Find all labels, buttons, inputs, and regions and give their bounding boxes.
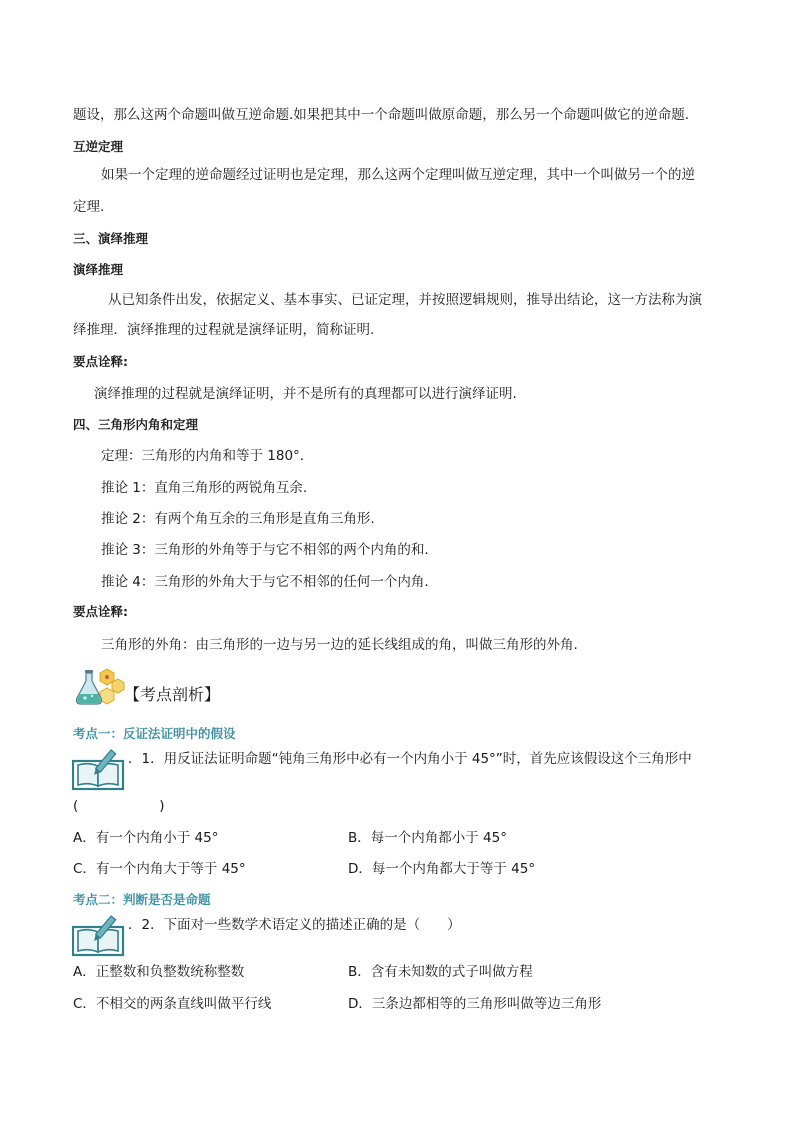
note-label: 要点诠释: <box>73 604 128 619</box>
note-text: 三角形的外角：由三角形的一边与另一边的延长线组成的角，叫做三角形的外角. <box>101 637 578 653</box>
option-b: B．每一个内角都小于 45° <box>348 830 507 846</box>
paragraph-line: 题设，那么这两个命题叫做互逆命题.如果把其中一个命题叫做原命题，那么另一个命题叫做它的逆命题. <box>73 107 690 123</box>
option-b: B．含有未知数的式子叫做方程 <box>348 964 533 980</box>
paragraph-line: 绎推理．演绎推理的过程就是演绎证明，简称证明. <box>73 322 375 338</box>
option-d: D．三条边都相等的三角形叫做等边三角形 <box>348 996 602 1012</box>
paragraph-line: 从已知条件出发，依据定义、基本事实、已证定理，并按照逻辑规则，推导出结论，这一方法称为演 <box>108 292 702 308</box>
subheading: 演绎推理 <box>73 262 124 277</box>
paragraph-line: 如果一个定理的逆命题经过证明也是定理，那么这两个定理叫做互逆定理，其中一个叫做另一个的逆 <box>101 167 695 183</box>
theorem-item: 推论 4：三角形的外角大于与它不相邻的任何一个内角. <box>101 574 429 590</box>
book-pencil-icon <box>72 749 130 791</box>
analysis-title: 【考点剖析】 <box>124 685 221 704</box>
question-2-text: ．2．下面对一些数学术语定义的描述正确的是（ ） <box>128 917 461 933</box>
note-label: 要点诠释: <box>73 354 128 369</box>
paragraph-line: 定理. <box>73 199 105 215</box>
book-pencil-icon <box>72 915 130 957</box>
option-c: C．有一个内角大于等于 45° <box>73 861 246 877</box>
section-title: 四、三角形内角和定理 <box>73 417 199 432</box>
option-a: A．有一个内角小于 45° <box>73 830 219 846</box>
theorem-item: 推论 1：直角三角形的两锐角互余. <box>101 480 308 496</box>
theorem-item: 推论 2：有两个角互余的三角形是直角三角形. <box>101 511 375 527</box>
theorem-item: 定理：三角形的内角和等于 180°． <box>101 448 314 464</box>
note-text: 演绎推理的过程就是演绎证明，并不是所有的真理都可以进行演绎证明. <box>94 386 517 402</box>
option-a: A．正整数和负整数统称整数 <box>73 964 245 980</box>
section-title: 三、演绎推理 <box>73 231 149 246</box>
theorem-item: 推论 3：三角形的外角等于与它不相邻的两个内角的和. <box>101 542 429 558</box>
point-title: 考点一：反证法证明中的假设 <box>73 726 236 741</box>
option-d: D．每一个内角都大于等于 45° <box>348 861 536 877</box>
option-c: C．不相交的两条直线叫做平行线 <box>73 996 272 1012</box>
point-title: 考点二：判断是否是命题 <box>73 892 211 907</box>
question-1-text: ．1．用反证法证明命题“钝角三角形中必有一个内角小于 45°”时，首先应该假设这个三角形中 <box>128 751 692 767</box>
subheading: 互逆定理 <box>73 139 124 154</box>
answer-blank: ( ) <box>73 798 165 814</box>
flask-hexagon-icon <box>73 666 125 708</box>
